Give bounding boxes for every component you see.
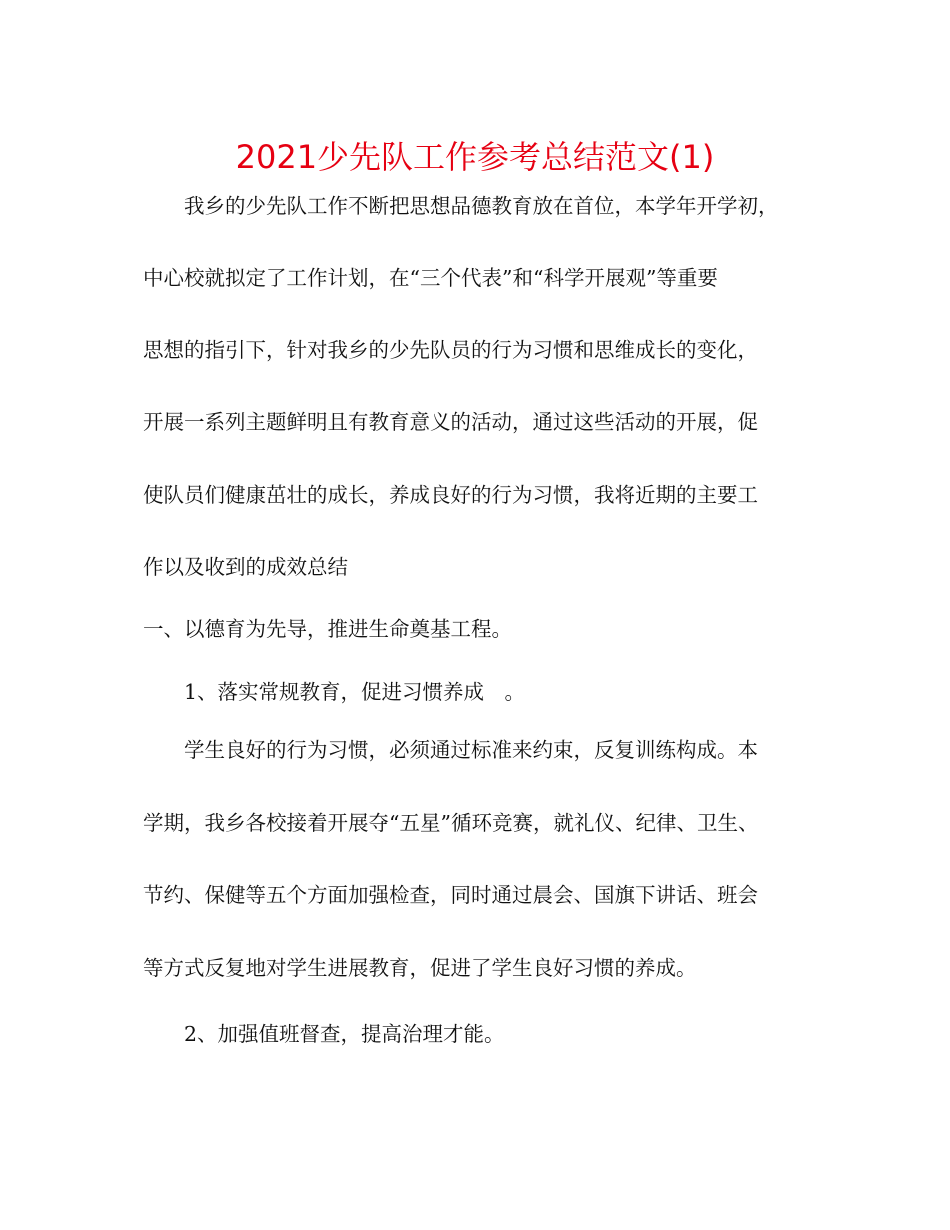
paragraph-line: 学期，我乡各校接着开展夺“五星”循环竞赛，就礼仪、纪律、卫生、 [143, 811, 759, 835]
paragraph-line: 等方式反复地对学生进展教育，促进了学生良好习惯的养成。 [143, 956, 697, 980]
paragraph-line: 使队员们健康茁壮的成长，养成良好的行为习惯，我将近期的主要工 [143, 483, 758, 507]
subsection-heading: 1、落实常规教育，促进习惯养成 。 [184, 680, 526, 704]
paragraph-line: 节约、保健等五个方面加强检查，同时通过晨会、国旗下讲话、班会 [143, 883, 758, 907]
paragraph-line: 中心校就拟定了工作计划，在“三个代表”和“科学开展观”等重要 [143, 266, 718, 290]
section-heading: 一、以德育为先导，推进生命奠基工程。 [143, 617, 512, 641]
document-title: 2021少先队工作参考总结范文(1) [235, 138, 715, 176]
paragraph-line: 思想的指引下，针对我乡的少先队员的行为习惯和思维成长的变化， [143, 338, 758, 362]
paragraph-line: 开展一系列主题鲜明且有教育意义的活动，通过这些活动的开展，促 [143, 410, 758, 434]
paragraph-line: 作以及收到的成效总结 [143, 555, 348, 579]
paragraph-line: 我乡的少先队工作不断把思想品德教育放在首位，本学年开学初， [184, 194, 779, 218]
subsection-heading: 2、加强值班督查，提高治理才能。 [184, 1022, 505, 1046]
paragraph-line: 学生良好的行为习惯，必须通过标准来约束，反复训练构成。本 [184, 738, 758, 762]
